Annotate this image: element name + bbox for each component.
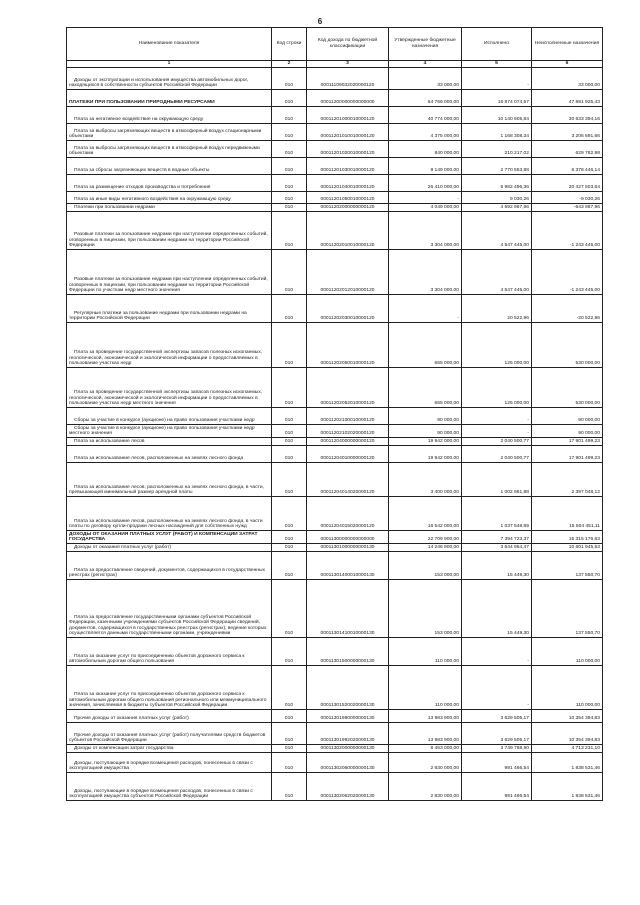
cell-remaining: 10 354 394,83	[532, 723, 603, 745]
cell-approved: 19 942 000,00	[389, 446, 462, 463]
cell-indicator-name: Плата за использование лесов	[67, 438, 272, 446]
cell-remaining: -20 522,96	[532, 295, 603, 323]
cell-indicator-name: Плата за оказание услуг по присоединению объектов дорожного сервиса к автомобильным дорогам общего пользования регионального или межмуниципального значения, зачисляемая в бюджеты субъектов Российской Федерации	[67, 666, 272, 710]
cell-approved: 4 375 000,00	[389, 124, 462, 141]
cell-line-code: 010	[272, 531, 307, 544]
cell-line-code: 010	[272, 323, 307, 368]
cell-indicator-name: Плата за оказание услуг по присоединению объектов дорожного сервиса к автомобильным дорогам общего пользования	[67, 638, 272, 666]
cell-remaining: 2 397 048,12	[532, 463, 603, 497]
cell-executed: 20 522,96	[462, 295, 532, 323]
cell-indicator-name: Плата за негативное воздействие на окружающую среду	[67, 107, 272, 124]
page-number: 6	[317, 17, 323, 26]
header-executed: Исполнено	[462, 28, 532, 61]
cell-remaining: -1 243 445,00	[532, 250, 603, 295]
cell-approved: 110 000,00	[389, 638, 462, 666]
table-row	[67, 250, 603, 295]
cell-executed: 2 770 553,88	[462, 158, 532, 175]
table-row	[67, 158, 603, 175]
table-row	[67, 90, 603, 107]
cell-revenue-code: 00011201000010000120	[307, 107, 389, 124]
table-row	[67, 368, 603, 408]
cell-indicator-name: Плата за использование лесов, расположенных на землях лесного фонда, в части платы по договору купли-продажи лесных насаждений для собственных нужд	[67, 497, 272, 531]
table-row	[67, 107, 603, 124]
cell-indicator-name: Сборы за участие в конкурсе (аукционе) на право пользования участками недр местного значения	[67, 425, 272, 438]
cell-executed: 15 449,30	[462, 580, 532, 638]
cell-executed: 3 629 505,17	[462, 723, 532, 745]
cell-line-code: 010	[272, 497, 307, 531]
cell-remaining: 17 901 499,23	[532, 446, 603, 463]
cell-line-code: 010	[272, 438, 307, 446]
cell-approved: -	[389, 295, 462, 323]
cell-approved: 9 149 000,00	[389, 158, 462, 175]
table-row	[67, 552, 603, 580]
cell-line-code: 010	[272, 773, 307, 801]
cell-executed: 5 982 496,36	[462, 175, 532, 192]
cell-executed: 3 644 954,47	[462, 544, 532, 552]
cell-line-code: 010	[272, 192, 307, 204]
cell-remaining: 10 354 394,83	[532, 710, 603, 723]
cell-line-code: 010	[272, 141, 307, 158]
column-number: 3	[307, 61, 389, 68]
cell-revenue-code: 00011301400010000130	[307, 552, 389, 580]
cell-line-code: 010	[272, 368, 307, 408]
cell-executed: 1 002 951,88	[462, 463, 532, 497]
cell-executed: -	[462, 68, 532, 90]
cell-revenue-code: 00011109032020000120	[307, 68, 389, 90]
cell-remaining: 20 427 503,64	[532, 175, 603, 192]
cell-remaining: 137 550,70	[532, 552, 603, 580]
cell-approved: 655 000,00	[389, 368, 462, 408]
cell-revenue-code: 00011300000000000000	[307, 531, 389, 544]
cell-line-code: 010	[272, 666, 307, 710]
table-row	[67, 204, 603, 212]
cell-indicator-name: Разовые платежи за пользование недрами при наступлении определенных событий, оговоренных в лицензии, при пользовании недрами на территории Российской Федерации по участкам недр местного значения	[67, 250, 272, 295]
cell-approved: 14 246 900,00	[389, 544, 462, 552]
cell-indicator-name: Доходы от эксплуатации и использования имущества автомобильных дорог, находящихся в собственности субъектов Российской Федерации	[67, 68, 272, 90]
cell-approved: 40 774 000,00	[389, 107, 462, 124]
cell-revenue-code: 00011204010000000120	[307, 446, 389, 463]
cell-indicator-name: Разовые платежи за пользование недрами при наступлении определенных событий, оговоренных в лицензии, при пользовании недрами на территории Российской Федерации	[67, 212, 272, 250]
cell-executed: 1 037 548,89	[462, 497, 532, 531]
cell-remaining: 90 000,00	[532, 425, 603, 438]
cell-line-code: 010	[272, 124, 307, 141]
cell-indicator-name: Плата за использование лесов, расположенных на землях лесного фонда	[67, 446, 272, 463]
column-number: 6	[532, 61, 603, 68]
cell-executed: 3 629 505,17	[462, 710, 532, 723]
cell-revenue-code: 00011202000000000120	[307, 204, 389, 212]
cell-line-code: 010	[272, 552, 307, 580]
cell-revenue-code: 00011201030010000120	[307, 158, 389, 175]
cell-revenue-code: 00011202102020000120	[307, 425, 389, 438]
header-indicator-name: Наименование показателя	[67, 28, 272, 61]
cell-revenue-code: 00011302060000000130	[307, 753, 389, 773]
cell-indicator-name: Плата за выбросы загрязняющих веществ в атмосферный воздух передвижными объектами	[67, 141, 272, 158]
cell-approved: 3 304 000,00	[389, 250, 462, 295]
cell-revenue-code: 00011302062020000130	[307, 773, 389, 801]
cell-remaining: 15 504 451,11	[532, 497, 603, 531]
table-row	[67, 408, 603, 425]
cell-indicator-name: Плата за сбросы загрязняющих веществ в водные объекты	[67, 158, 272, 175]
table-row	[67, 666, 603, 710]
cell-executed: 2 040 500,77	[462, 438, 532, 446]
cell-indicator-name: Доходы, поступающие в порядке возмещения расходов, понесенных в связи с эксплуатацией имущества субъектов Российской Федерации	[67, 773, 272, 801]
cell-revenue-code: 00011204014020000120	[307, 463, 389, 497]
cell-revenue-code: 00011202100010000120	[307, 408, 389, 425]
cell-indicator-name: Прочие доходы от оказания платных услуг (работ) получателями средств бюджетов субъектов Российской Федерации	[67, 723, 272, 745]
cell-executed: 125 000,00	[462, 368, 532, 408]
cell-approved: 13 983 900,00	[389, 723, 462, 745]
cell-revenue-code: 00011204015020000120	[307, 497, 389, 531]
cell-indicator-name: Прочие доходы от оказания платных услуг (работ)	[67, 710, 272, 723]
cell-line-code: 010	[272, 753, 307, 773]
table-row	[67, 192, 603, 204]
table-row	[67, 212, 603, 250]
cell-remaining: 17 901 499,23	[532, 438, 603, 446]
cell-executed: 15 449,30	[462, 552, 532, 580]
column-number: 4	[389, 61, 462, 68]
cell-executed: 3 749 768,90	[462, 745, 532, 753]
cell-executed: 16 874 074,57	[462, 90, 532, 107]
cell-line-code: 010	[272, 638, 307, 666]
cell-approved: 153 000,00	[389, 552, 462, 580]
cell-indicator-name: Платежи при пользовании недрами	[67, 204, 272, 212]
cell-remaining: 90 000,00	[532, 408, 603, 425]
cell-executed: -	[462, 638, 532, 666]
cell-remaining: 47 891 925,43	[532, 90, 603, 107]
table-row	[67, 463, 603, 497]
cell-approved: 90 000,00	[389, 408, 462, 425]
cell-approved: 4 049 000,00	[389, 204, 462, 212]
cell-revenue-code: 00011202052010000120	[307, 368, 389, 408]
cell-executed: 125 000,00	[462, 323, 532, 368]
cell-approved: 19 942 000,00	[389, 438, 462, 446]
cell-remaining: 1 838 531,46	[532, 773, 603, 801]
table-row	[67, 638, 603, 666]
cell-indicator-name: Плата за проведение государственной экспертизы запасов полезных ископаемых, геологической, экономической и экологической информации о предоставляемых в пользование участках недр	[67, 323, 272, 368]
cell-revenue-code: 00011201020010000120	[307, 141, 389, 158]
cell-line-code: 010	[272, 544, 307, 552]
cell-remaining: 137 550,70	[532, 580, 603, 638]
table-row	[67, 425, 603, 438]
cell-executed: -	[462, 425, 532, 438]
table-row	[67, 295, 603, 323]
cell-line-code: 010	[272, 408, 307, 425]
cell-executed: 4 547 445,00	[462, 250, 532, 295]
cell-executed: 10 140 605,84	[462, 107, 532, 124]
cell-approved: 110 000,00	[389, 666, 462, 710]
cell-line-code: 010	[272, 446, 307, 463]
table-row	[67, 745, 603, 753]
cell-indicator-name: Сборы за участие в конкурсе (аукционе) на право пользования участками недр	[67, 408, 272, 425]
table-row	[67, 438, 603, 446]
cell-executed: 7 394 723,37	[462, 531, 532, 544]
cell-line-code: 010	[272, 107, 307, 124]
cell-revenue-code: 00011201040010000120	[307, 175, 389, 192]
cell-line-code: 010	[272, 204, 307, 212]
cell-line-code: 010	[272, 68, 307, 90]
table-row	[67, 710, 603, 723]
table-row	[67, 580, 603, 638]
table-row	[67, 323, 603, 368]
cell-revenue-code: 00011301500000000130	[307, 638, 389, 666]
cell-line-code: 010	[272, 295, 307, 323]
cell-remaining: 629 782,98	[532, 141, 603, 158]
cell-line-code: 010	[272, 212, 307, 250]
cell-revenue-code: 00011301992020000130	[307, 723, 389, 745]
cell-executed: 991 466,54	[462, 773, 532, 801]
cell-indicator-name: Плата за проведение государственной экспертизы запасов полезных ископаемых, геологической, экономической и экологической информации о предоставляемых в пользование участках недр местного значения	[67, 368, 272, 408]
cell-indicator-name: Плата за иные виды негативного воздействия на окружающую среду	[67, 192, 272, 204]
cell-line-code: 010	[272, 710, 307, 723]
cell-remaining: 6 378 446,14	[532, 158, 603, 175]
table-row	[67, 773, 603, 801]
column-number-row	[67, 61, 603, 68]
cell-indicator-name: Доходы от оказания платных услуг (работ)	[67, 544, 272, 552]
column-number: 2	[272, 61, 307, 68]
column-number: 5	[462, 61, 532, 68]
cell-executed: -	[462, 666, 532, 710]
table-row	[67, 753, 603, 773]
cell-executed: 1 168 308,34	[462, 124, 532, 141]
cell-remaining: 530 000,00	[532, 368, 603, 408]
cell-revenue-code: 00011301000000000130	[307, 544, 389, 552]
cell-indicator-name: ДОХОДЫ ОТ ОКАЗАНИЯ ПЛАТНЫХ УСЛУГ (РАБОТ) И КОМПЕНСАЦИИ ЗАТРАТ ГОСУДАРСТВА	[67, 531, 272, 544]
cell-remaining: 4 713 231,10	[532, 745, 603, 753]
cell-approved: 840 000,00	[389, 141, 462, 158]
table-row	[67, 124, 603, 141]
cell-revenue-code: 00011202030010000120	[307, 295, 389, 323]
table-row	[67, 68, 603, 90]
cell-indicator-name: Плата за предоставление сведений, документов, содержащихся в государственных реестрах (регистрах)	[67, 552, 272, 580]
table-row	[67, 446, 603, 463]
cell-revenue-code: 00011201010010000120	[307, 124, 389, 141]
cell-executed: 4 547 445,00	[462, 212, 532, 250]
cell-approved: 90 000,00	[389, 425, 462, 438]
cell-approved: 26 410 000,00	[389, 175, 462, 192]
cell-indicator-name: Плата за размещение отходов производства и потребления	[67, 175, 272, 192]
table-row	[67, 531, 603, 544]
table-row	[67, 175, 603, 192]
cell-revenue-code: 00011202012010000120	[307, 250, 389, 295]
cell-executed: 4 692 967,96	[462, 204, 532, 212]
cell-indicator-name: Регулярные платежи за пользование недрами при пользовании недрами на территории Российской Федерации	[67, 295, 272, 323]
cell-revenue-code: 00011200000000000000	[307, 90, 389, 107]
cell-remaining: 110 000,00	[532, 638, 603, 666]
cell-line-code: 010	[272, 175, 307, 192]
cell-indicator-name: Плата за предоставление государственными органами субъектов Российской Федерации, казенными учреждениями субъектов Российской Федерации сведений, документов, содержащихся в государственных реестрах (регистрах), ведение которых осуществляется данными государственными органами, учреждениями	[67, 580, 272, 638]
cell-remaining: 110 000,00	[532, 666, 603, 710]
cell-revenue-code: 00011302000000000130	[307, 745, 389, 753]
cell-approved: 13 983 900,00	[389, 710, 462, 723]
table-row	[67, 723, 603, 745]
table-row	[67, 141, 603, 158]
cell-remaining: -9 030,26	[532, 192, 603, 204]
header-line-code: Код строки	[272, 28, 307, 61]
cell-approved: 3 400 000,00	[389, 463, 462, 497]
cell-executed: 2 040 500,77	[462, 446, 532, 463]
cell-executed: 991 466,54	[462, 753, 532, 773]
cell-indicator-name: Плата за использование лесов, расположенных на землях лесного фонда, в части, превышающей минимальный размер арендной платы	[67, 463, 272, 497]
cell-remaining: -1 243 445,00	[532, 212, 603, 250]
revenue-report-table	[66, 27, 603, 801]
cell-revenue-code: 00011301410010000130	[307, 580, 389, 638]
cell-remaining: 15 315 176,63	[532, 531, 603, 544]
header-approved: Утвержденные бюджетные назначения	[389, 28, 462, 61]
cell-approved: -	[389, 192, 462, 204]
cell-remaining: 10 601 945,53	[532, 544, 603, 552]
cell-line-code: 010	[272, 723, 307, 745]
cell-approved: 655 000,00	[389, 323, 462, 368]
cell-revenue-code: 00011202050010000120	[307, 323, 389, 368]
header-revenue-code: Код дохода по бюджетной классификации	[307, 28, 389, 61]
cell-approved: 2 830 000,00	[389, 773, 462, 801]
cell-indicator-name: ПЛАТЕЖИ ПРИ ПОЛЬЗОВАНИИ ПРИРОДНЫМИ РЕСУРСАМИ	[67, 90, 272, 107]
cell-remaining: 1 838 531,46	[532, 753, 603, 773]
cell-executed: 210 217,02	[462, 141, 532, 158]
cell-approved: 22 709 900,00	[389, 531, 462, 544]
cell-executed: -	[462, 408, 532, 425]
cell-revenue-code: 00011301990000000130	[307, 710, 389, 723]
cell-approved: 64 766 000,00	[389, 90, 462, 107]
cell-line-code: 010	[272, 425, 307, 438]
cell-indicator-name: Плата за выбросы загрязняющих веществ в атмосферный воздух стационарными объектами	[67, 124, 272, 141]
cell-executed: 9 030,26	[462, 192, 532, 204]
cell-revenue-code: 00011201050010000120	[307, 192, 389, 204]
cell-remaining: 33 000,00	[532, 68, 603, 90]
cell-indicator-name: Доходы, поступающие в порядке возмещения расходов, понесенных в связи с эксплуатацией имущества	[67, 753, 272, 773]
cell-revenue-code: 00011204000000000120	[307, 438, 389, 446]
cell-remaining: 530 000,00	[532, 323, 603, 368]
cell-approved: 16 542 000,00	[389, 497, 462, 531]
cell-line-code: 010	[272, 90, 307, 107]
cell-revenue-code: 00011202010010000120	[307, 212, 389, 250]
cell-approved: 153 000,00	[389, 580, 462, 638]
cell-remaining: 30 633 394,16	[532, 107, 603, 124]
column-number: 1	[67, 61, 272, 68]
cell-indicator-name: Доходы от компенсации затрат государства	[67, 745, 272, 753]
header-row	[67, 28, 603, 61]
cell-line-code: 010	[272, 580, 307, 638]
cell-approved: 8 463 000,00	[389, 745, 462, 753]
cell-approved: 3 304 000,00	[389, 212, 462, 250]
cell-remaining: 3 206 691,66	[532, 124, 603, 141]
cell-remaining: -643 967,96	[532, 204, 603, 212]
cell-line-code: 010	[272, 745, 307, 753]
cell-line-code: 010	[272, 158, 307, 175]
cell-line-code: 010	[272, 250, 307, 295]
cell-line-code: 010	[272, 463, 307, 497]
header-remaining: Неисполненные назначения	[532, 28, 603, 61]
cell-revenue-code: 00011301520020000130	[307, 666, 389, 710]
table-body	[67, 61, 603, 801]
table-row	[67, 497, 603, 531]
table-row	[67, 544, 603, 552]
cell-approved: 33 000,00	[389, 68, 462, 90]
cell-approved: 2 830 000,00	[389, 753, 462, 773]
